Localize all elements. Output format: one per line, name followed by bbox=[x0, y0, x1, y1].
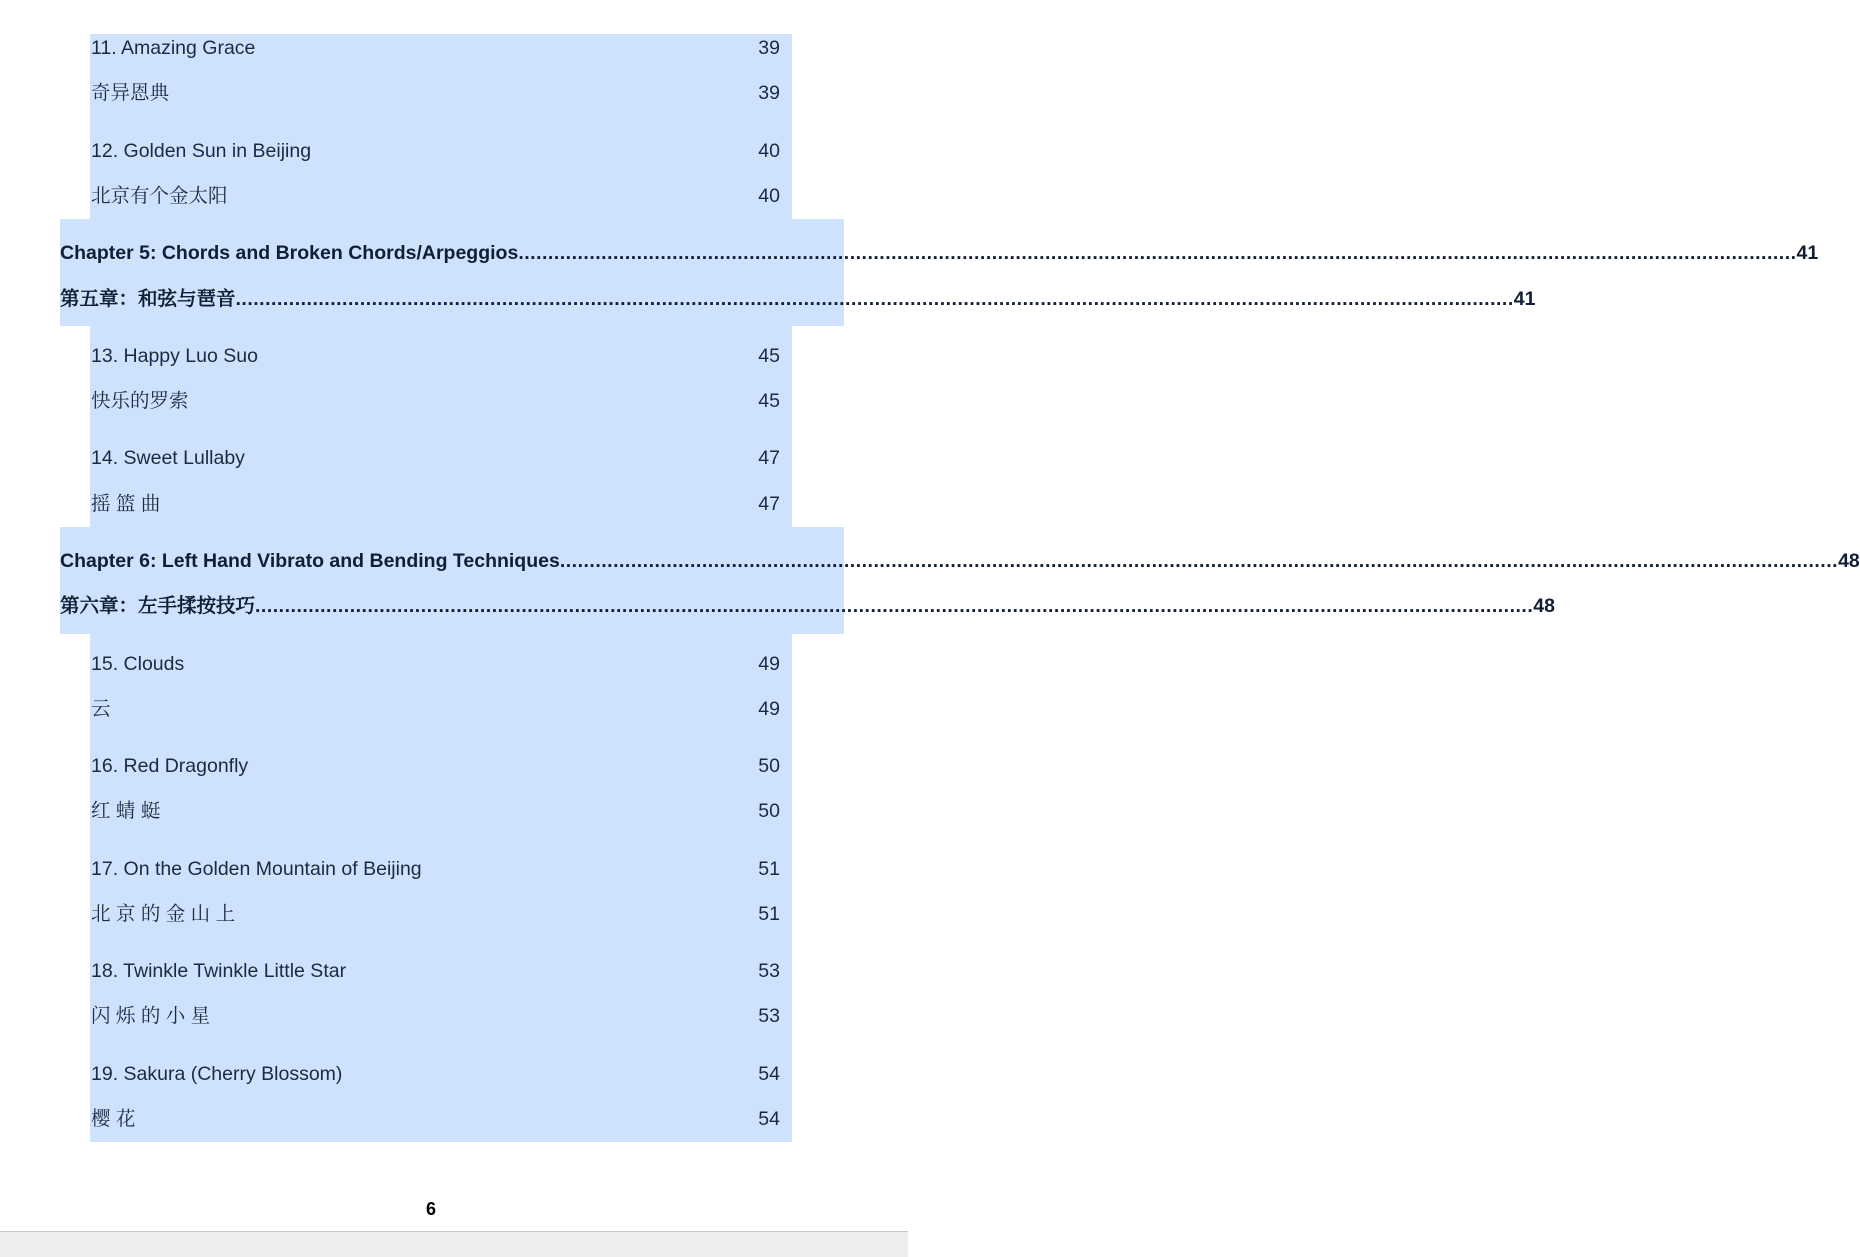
toc-entry-title[interactable]: 13. Happy Luo Suo bbox=[91, 345, 258, 367]
toc-entry-page[interactable]: 51 bbox=[758, 858, 780, 880]
toc-entry-page[interactable]: 49 bbox=[758, 698, 780, 720]
toc-entry-title[interactable]: 14. Sweet Lullaby bbox=[91, 447, 245, 469]
toc-entry-title-zh[interactable]: 北 京 的 金 山 上 bbox=[91, 903, 236, 925]
chapter-page: 41 bbox=[1513, 288, 1536, 310]
toc-entry-title[interactable]: 16. Red Dragonfly bbox=[91, 755, 249, 777]
toc-entry-page[interactable]: 50 bbox=[758, 800, 780, 822]
toc-entry-title[interactable]: 15. Clouds bbox=[91, 653, 185, 675]
dot-leader: ........................................................................................................................................................................................................................ bbox=[518, 242, 1797, 264]
chapter-title: Chapter 5: Chords and Broken Chords/Arpeggios bbox=[60, 242, 519, 264]
toc-entry-page[interactable]: 40 bbox=[758, 140, 780, 162]
toc-entry-title-zh[interactable]: 北京有个金太阳 bbox=[91, 185, 228, 207]
toc-entry-title-zh[interactable]: 红 蜻 蜓 bbox=[91, 800, 161, 822]
toc-entry-page[interactable]: 54 bbox=[758, 1108, 780, 1130]
chapter-title-zh: 第五章：和弦与琶音 bbox=[60, 288, 236, 310]
toc-chapter-heading[interactable] bbox=[60, 549, 1860, 573]
toc-entry-page[interactable]: 47 bbox=[758, 447, 780, 469]
toc-entry-title-zh[interactable]: 快乐的罗索 bbox=[91, 390, 189, 412]
toc-entry-title[interactable]: 17. On the Golden Mountain of Beijing bbox=[91, 858, 422, 880]
dot-leader: ........................................................................................................................................................................................................................ bbox=[235, 288, 1514, 310]
toc-entry-title-zh[interactable]: 闪 烁 的 小 星 bbox=[91, 1005, 211, 1027]
toc-entry-page[interactable]: 51 bbox=[758, 903, 780, 925]
toc-entry-title-zh[interactable]: 奇异恩典 bbox=[91, 82, 170, 104]
chapter-title-zh: 第六章：左手揉按技巧 bbox=[60, 595, 256, 617]
toc-entry-page[interactable]: 40 bbox=[758, 185, 780, 207]
chapter-page: 41 bbox=[1796, 242, 1819, 264]
toc-entry-page[interactable]: 45 bbox=[758, 345, 780, 367]
toc-entry-page[interactable]: 50 bbox=[758, 755, 780, 777]
viewer-bottom-bar bbox=[0, 1231, 908, 1257]
toc-entry-page[interactable]: 47 bbox=[758, 493, 780, 515]
toc-entry-page[interactable]: 45 bbox=[758, 390, 780, 412]
toc-entry-page[interactable]: 49 bbox=[758, 653, 780, 675]
page-number: 6 bbox=[425, 1199, 436, 1219]
toc-entry-page[interactable]: 54 bbox=[758, 1063, 780, 1085]
toc-entry-title-zh[interactable]: 云 bbox=[91, 698, 111, 720]
toc-chapter-heading[interactable] bbox=[60, 241, 1819, 265]
chapter-page: 48 bbox=[1533, 595, 1555, 617]
dot-leader: ........................................................................................................................................................................................................................ bbox=[255, 595, 1534, 617]
toc-entry-page[interactable]: 53 bbox=[758, 1005, 780, 1027]
toc-entry-page[interactable]: 39 bbox=[758, 82, 780, 104]
chapter-page: 48 bbox=[1838, 550, 1860, 572]
toc-entry-title[interactable]: 18. Twinkle Twinkle Little Star bbox=[91, 960, 347, 982]
toc-entry-title[interactable]: 11. Amazing Grace bbox=[91, 37, 256, 59]
toc-entry-title[interactable]: 19. Sakura (Cherry Blossom) bbox=[91, 1063, 343, 1085]
toc-entry-title[interactable]: 12. Golden Sun in Beijing bbox=[91, 140, 312, 162]
toc-entry-title-zh[interactable]: 摇 篮 曲 bbox=[91, 493, 161, 515]
dot-leader: ........................................................................................................................................................................................................................ bbox=[559, 550, 1839, 572]
chapter-title: Chapter 6: Left Hand Vibrato and Bending Techniques bbox=[60, 550, 560, 572]
toc-entry-page[interactable]: 39 bbox=[758, 37, 780, 59]
toc-entry-title-zh[interactable]: 樱 花 bbox=[91, 1108, 136, 1130]
toc-entry-page[interactable]: 53 bbox=[758, 960, 780, 982]
toc-chapter-heading-zh[interactable] bbox=[60, 287, 1536, 311]
toc-chapter-heading-zh[interactable] bbox=[60, 594, 1555, 618]
